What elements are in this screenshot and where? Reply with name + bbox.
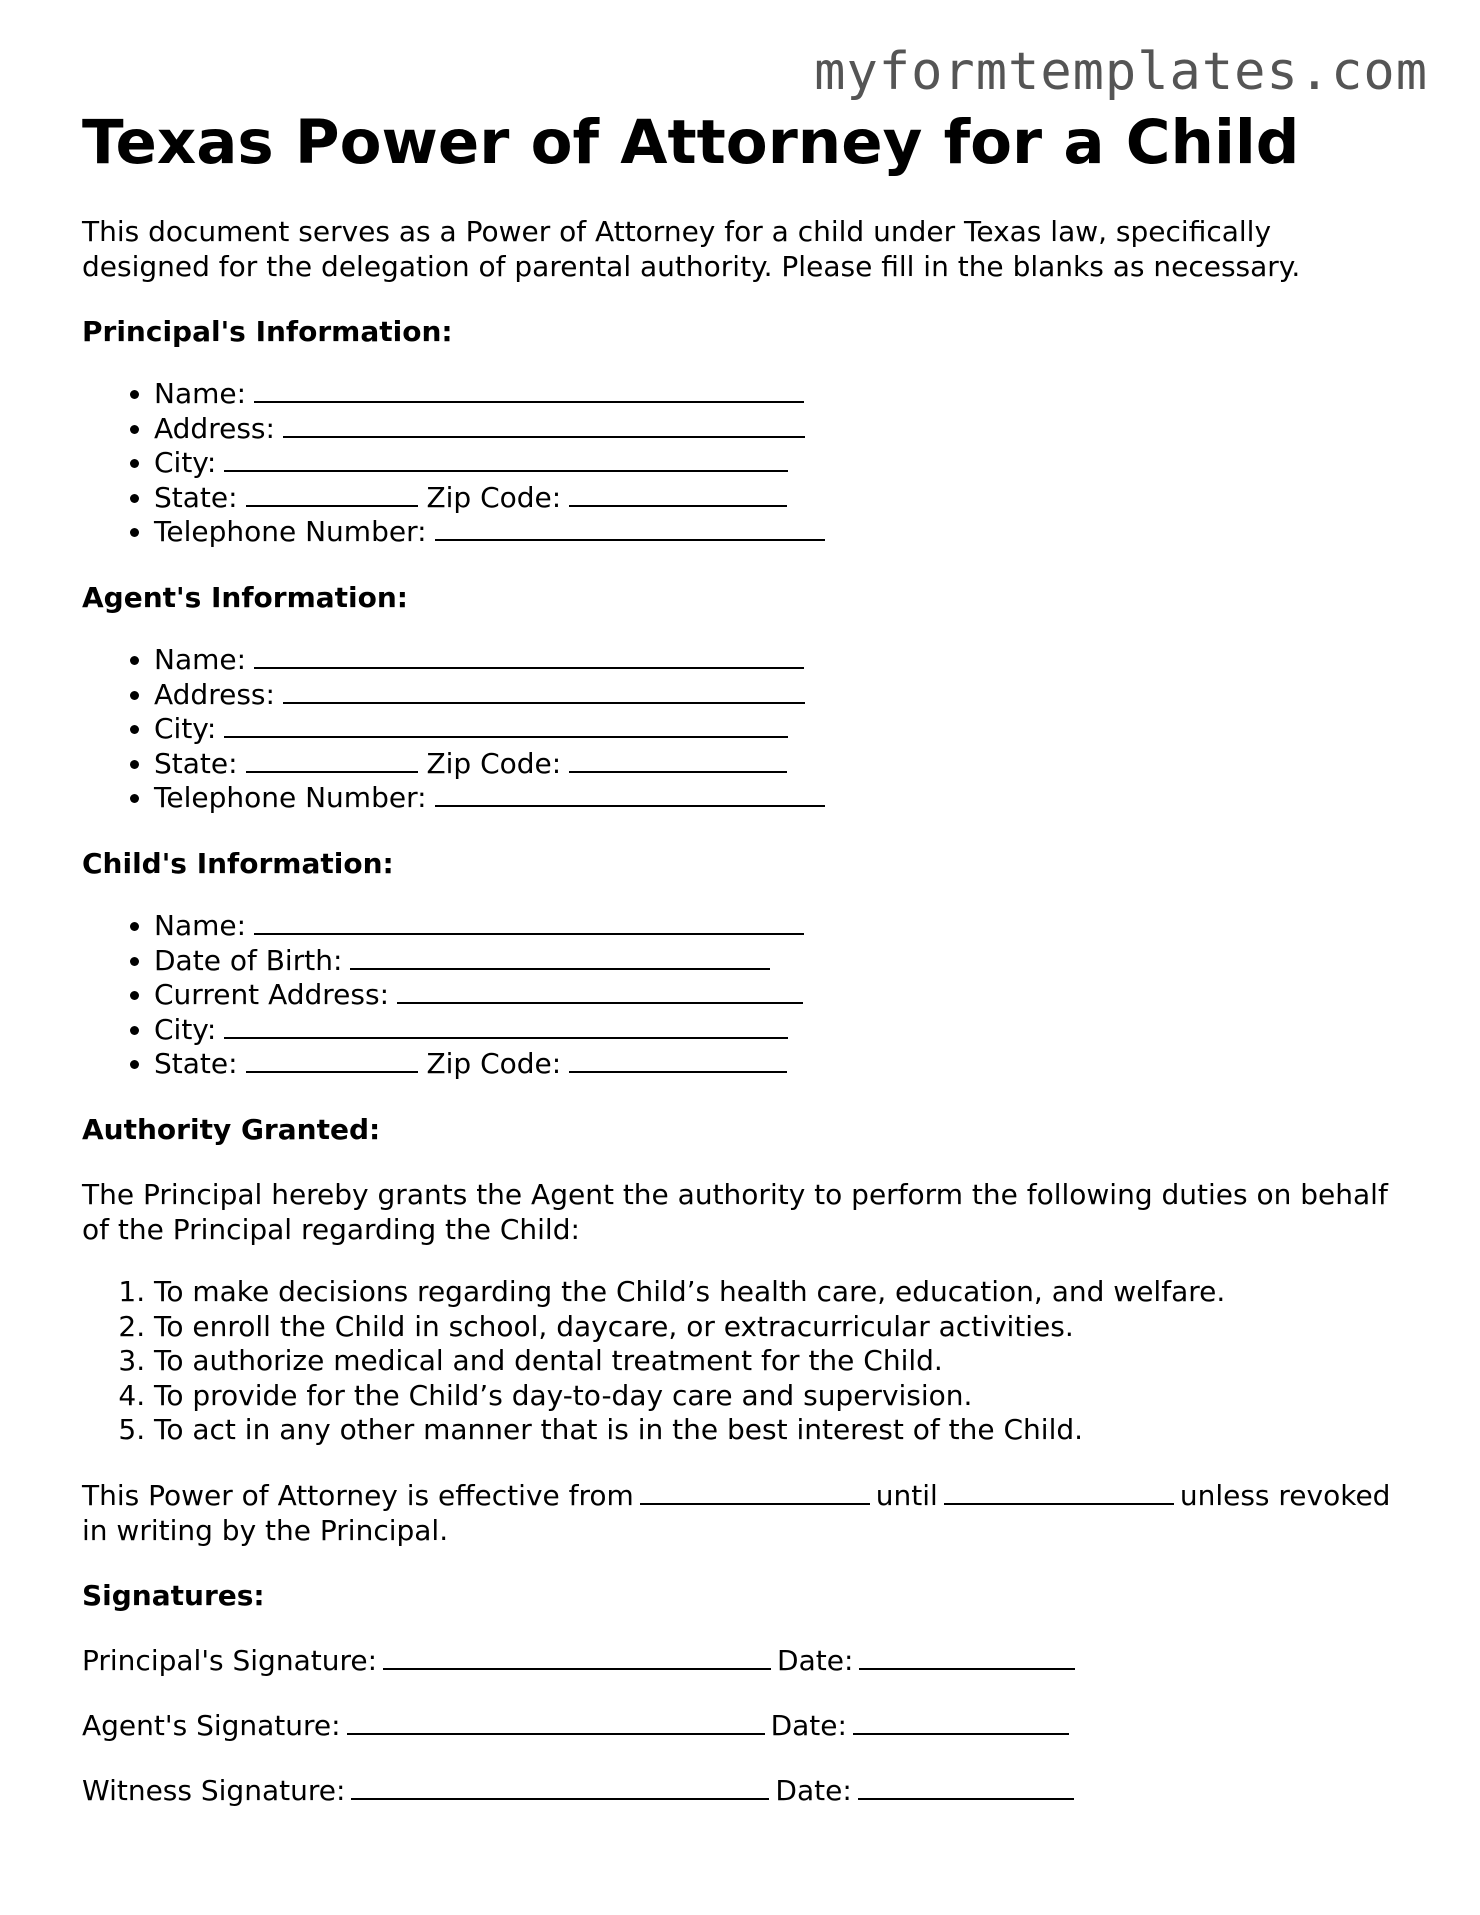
authority-duties — [82, 1275, 1422, 1448]
agent-fields — [82, 643, 1422, 816]
field-label: State: — [154, 1047, 238, 1081]
principal-state-blank[interactable] — [246, 483, 418, 507]
field-label: State: — [154, 746, 238, 780]
field-label: Current Address: — [154, 978, 390, 1012]
date-label: Date: — [775, 1773, 852, 1807]
principal-date-blank[interactable] — [859, 1646, 1075, 1670]
date-label: Date: — [777, 1643, 854, 1677]
field-label: City: — [154, 712, 217, 746]
agent-signature-row — [82, 1708, 1422, 1743]
child-name-blank[interactable] — [254, 911, 804, 935]
field-label: City: — [154, 1012, 217, 1046]
agent-name-row — [154, 643, 1422, 678]
child-dob-blank[interactable] — [350, 946, 770, 970]
agent-signature-blank[interactable] — [347, 1711, 765, 1735]
duty-item: 5. To act in any other manner that is in the best interest of the Child. — [154, 1413, 1422, 1448]
duty-item: 3. To authorize medical and dental treatment for the Child. — [154, 1344, 1422, 1379]
field-label: State: — [154, 480, 238, 514]
principal-name-blank[interactable] — [254, 379, 804, 403]
effective-text-2: until — [875, 1478, 938, 1512]
child-address-blank[interactable] — [397, 980, 803, 1004]
child-address-row — [154, 978, 1422, 1013]
child-name-row — [154, 909, 1422, 944]
agent-zip-blank[interactable] — [569, 749, 787, 773]
effective-text-3: unless revoked in writing by the Principal. — [82, 1478, 1391, 1547]
principal-name-row — [154, 377, 1422, 412]
watermark: myformtemplates.com — [814, 42, 1428, 102]
field-label: Address: — [154, 411, 275, 445]
agent-state-zip-row — [154, 747, 1422, 782]
agent-date-blank[interactable] — [853, 1711, 1069, 1735]
duty-item: 1. To make decisions regarding the Child’s health care, education, and welfare. — [154, 1275, 1422, 1310]
principal-phone-row — [154, 515, 1422, 550]
field-label: Zip Code: — [426, 480, 562, 514]
date-label: Date: — [770, 1708, 847, 1742]
signature-label: Principal's Signature: — [82, 1643, 378, 1677]
child-heading: Child's Information: — [82, 846, 394, 880]
principal-state-zip-row — [154, 481, 1422, 516]
child-state-zip-row — [154, 1047, 1422, 1082]
field-label: Telephone Number: — [154, 515, 427, 549]
child-fields — [82, 909, 1422, 1082]
principal-address-row — [154, 412, 1422, 447]
duty-item: 2. To enroll the Child in school, daycare, or extracurricular activities. — [154, 1310, 1422, 1345]
witness-signature-row — [82, 1773, 1422, 1808]
child-state-blank[interactable] — [246, 1049, 418, 1073]
document-page — [82, 108, 1422, 1808]
effective-from-blank[interactable] — [640, 1481, 870, 1505]
duty-item: 4. To provide for the Child’s day-to-day care and supervision. — [154, 1379, 1422, 1414]
field-label: Address: — [154, 677, 275, 711]
principal-zip-blank[interactable] — [569, 483, 787, 507]
principal-signature-blank[interactable] — [383, 1646, 771, 1670]
agent-phone-blank[interactable] — [435, 783, 825, 807]
agent-address-blank[interactable] — [283, 680, 805, 704]
principal-fields — [82, 377, 1422, 550]
child-city-blank[interactable] — [224, 1015, 788, 1039]
signature-label: Witness Signature: — [82, 1773, 346, 1807]
signatures-heading: Signatures: — [82, 1578, 265, 1612]
field-label: Name: — [154, 642, 247, 676]
agent-state-blank[interactable] — [246, 749, 418, 773]
effective-until-blank[interactable] — [944, 1481, 1174, 1505]
principal-heading: Principal's Information: — [82, 315, 453, 348]
principal-phone-blank[interactable] — [435, 517, 825, 541]
agent-city-blank[interactable] — [224, 714, 788, 738]
agent-heading: Agent's Information: — [82, 580, 409, 614]
child-zip-blank[interactable] — [569, 1049, 787, 1073]
field-label: Name: — [154, 908, 247, 942]
principal-signature-row — [82, 1643, 1422, 1678]
principal-city-blank[interactable] — [224, 448, 788, 472]
intro-paragraph: This document serves as a Power of Attorney for a child under Texas law, specifically designed for the delegation of parental authority. Please fill in the blanks as necessary. — [82, 215, 1301, 283]
authority-intro: The Principal hereby grants the Agent the authority to perform the following duties on behalf of the Principal regarding the Child: — [82, 1177, 1388, 1246]
principal-city-row — [154, 446, 1422, 481]
agent-address-row — [154, 678, 1422, 713]
witness-date-blank[interactable] — [858, 1776, 1074, 1800]
child-city-row — [154, 1013, 1422, 1048]
field-label: Telephone Number: — [154, 781, 427, 815]
witness-signature-blank[interactable] — [351, 1776, 769, 1800]
effective-text-1: This Power of Attorney is effective from — [82, 1478, 634, 1512]
agent-phone-row — [154, 781, 1422, 816]
field-label: Date of Birth: — [154, 943, 343, 977]
field-label: Name: — [154, 377, 247, 410]
effective-paragraph — [82, 1478, 1422, 1548]
authority-heading: Authority Granted: — [82, 1112, 381, 1146]
field-label: Zip Code: — [426, 746, 562, 780]
agent-city-row — [154, 712, 1422, 747]
field-label: City: — [154, 446, 217, 480]
child-dob-row — [154, 944, 1422, 979]
agent-name-blank[interactable] — [254, 645, 804, 669]
signature-label: Agent's Signature: — [82, 1708, 341, 1742]
document-title: Texas Power of Attorney for a Child — [82, 107, 1300, 178]
principal-address-blank[interactable] — [283, 414, 805, 438]
field-label: Zip Code: — [426, 1047, 562, 1081]
